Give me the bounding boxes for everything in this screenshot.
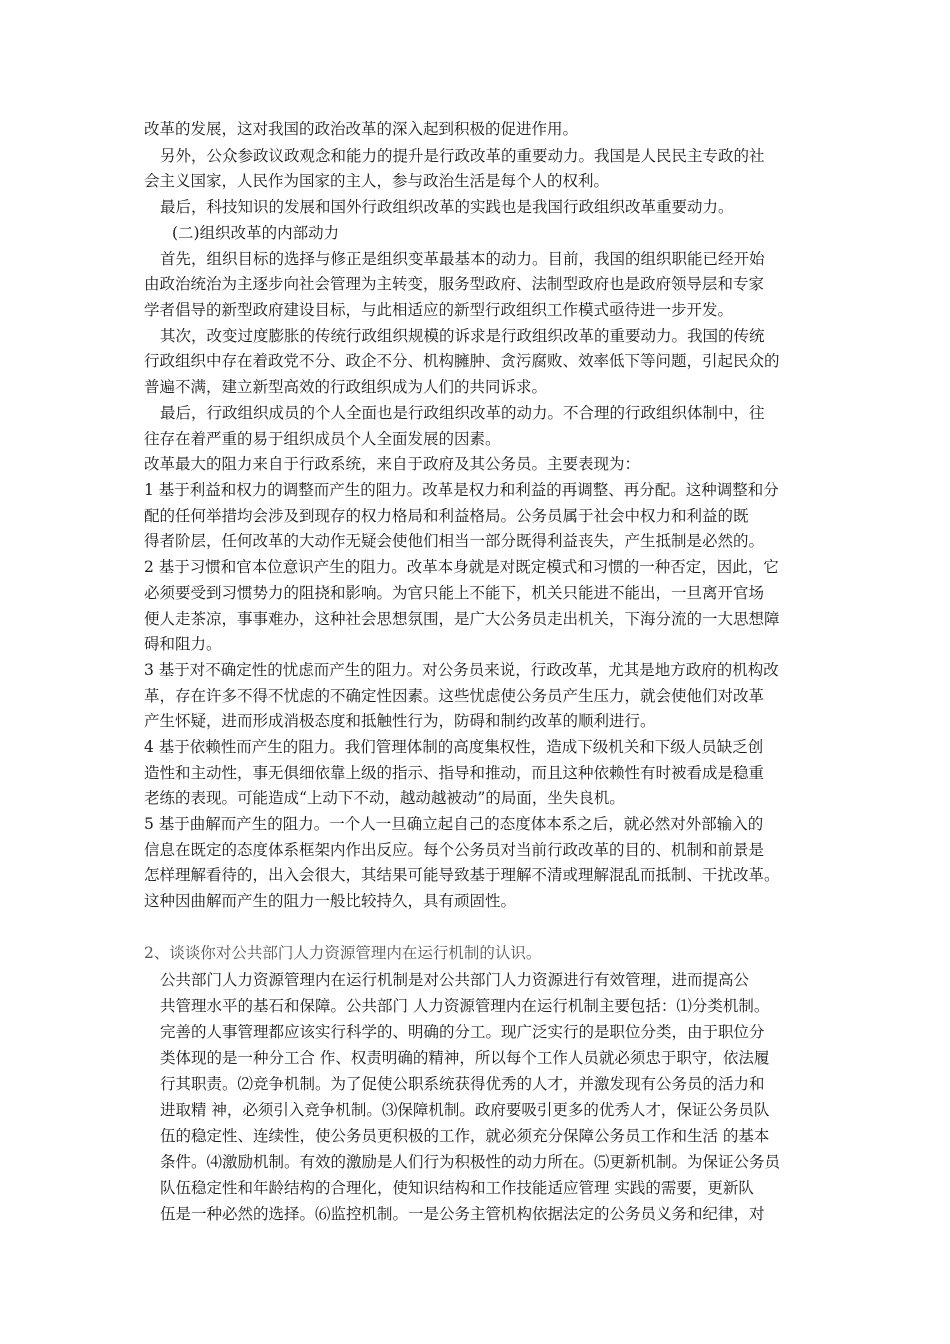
text-line: 伍的稳定性、连续性，使公务员更积极的工作，就必须充分保障公务员工作和生活 的基本 [160, 1127, 770, 1145]
text-line: 会主义国家，人民作为国家的主人，参与政治生活是每个人的权利。 [144, 172, 610, 190]
text-line: 革，存在许多不得不忧虑的不确定性因素。这些忧虑使公务员产生压力，就会使他们对改革 [144, 687, 765, 705]
text-line: 最后，行政组织成员的个人全面也是行政组织改革的动力。不合理的行政组织体制中，往 [160, 404, 765, 422]
text-line: 信息在既定的态度体系框架内作出反应。每个公务员对当前行政改革的目的、机制和前景是 [144, 841, 765, 859]
text-line: 老练的表现。可能造成“上动下不动，越动越被动”的局面，坐失良机。 [144, 789, 625, 807]
text-line: 这种因曲解而产生的阻力一般比较持久，具有顽固性。 [144, 892, 517, 910]
text-line: 行其职责。⑵竞争机制。为了促使公职系统获得优秀的人才，并激发现有公务员的活力和 [160, 1075, 765, 1093]
text-line: 首先，组织目标的选择与修正是组织变革最基本的动力。目前，我国的组织职能已经开始 [160, 250, 765, 268]
question-heading: 2、谈谈你对公共部门人力资源管理内在运行机制的认识。 [144, 944, 542, 962]
text-line: 行政组织中存在着政党不分、政企不分、机构臃肿、贪污腐败、效率低下等问题，引起民众的 [144, 352, 780, 370]
text-line: 碍和阻力。 [144, 635, 222, 653]
text-line: 改革最大的阻力来自于行政系统，来自于政府及其公务员。主要表现为： [144, 455, 641, 473]
text-line: 造性和主动性，事无俱细依靠上级的指示、指导和推动，而且这种依赖性有时被看成是稳重 [144, 764, 765, 782]
text-line: 5 基于曲解而产生的阻力。一个人一旦确立起自己的态度体本系之后，就必然对外部输入的 [144, 815, 764, 833]
text-line: 另外，公众参政议政观念和能力的提升是行政改革的重要动力。我国是人民民主专政的社 [160, 147, 765, 165]
text-line: 3 基于对不确定性的忧虑而产生的阻力。对公务员来说，行政改革，尤其是地方政府的机构改 [144, 661, 779, 679]
text-line: 便人走茶凉，事事难办，这种社会思想氛围，是广大公务员走出机关，下海分流的一大思想障 [144, 610, 780, 628]
text-line: 最后，科技知识的发展和国外行政组织改革的实践也是我国行政组织改革重要动力。 [160, 198, 734, 216]
text-line: 改革的发展，这对我国的政治改革的深入起到积极的促进作用。 [144, 120, 579, 138]
text-line: 得者阶层，任何改革的大动作无疑会使他们相当一部分既得利益丧失，产生抵制是必然的。 [144, 532, 765, 550]
text-line: 其次，改变过度膨胀的传统行政组织规模的诉求是行政组织改革的重要动力。我国的传统 [160, 327, 765, 345]
text-line: 由政治统治为主逐步向社会管理为主转变，服务型政府、法制型政府也是政府领导层和专家 [144, 275, 765, 293]
text-line: 1 基于利益和权力的调整而产生的阻力。改革是权力和利益的再调整、再分配。这种调整和分 [144, 481, 779, 499]
text-line: 学者倡导的新型政府建设目标，与此相适应的新型行政组织工作模式亟待进一步开发。 [144, 301, 734, 319]
text-line: 伍是一种必然的选择。⑹监控机制。一是公务主管机构依据法定的公务员义务和纪律，对 [160, 1205, 765, 1223]
text-line: 产生怀疑，进而形成消极态度和抵触性行为，防碍和制约改革的顺利进行。 [144, 712, 656, 730]
text-line: 配的任何举措均会涉及到现存的权力格局和利益格局。公务员属于社会中权力和利益的既 [144, 507, 749, 525]
text-line: 公共部门人力资源管理内在运行机制是对公共部门人力资源进行有效管理，进而提高公 [160, 971, 750, 989]
text-line: 必须要受到习惯势力的阻挠和影响。为官只能上不能下，机关只能进不能出，一旦离开官场 [144, 584, 765, 602]
text-line: 普遍不满，建立新型高效的行政组织成为人们的共同诉求。 [144, 378, 548, 396]
text-line: 往存在着严重的易于组织成员个人全面发展的因素。 [144, 430, 501, 448]
text-line: 怎样理解看待的，出入会很大，其结果可能导致基于理解不清或理解混乱而抵制、干扰改革。 [144, 866, 780, 884]
text-line: 完善的人事管理都应该实行科学的、明确的分工。现广泛实行的是职位分类，由于职位分 [160, 1023, 765, 1041]
text-line: 共管理水平的基石和保障。公共部门 人力资源管理内在运行机制主要包括：⑴分类机制。 [160, 997, 770, 1015]
text-line: 2 基于习惯和官本位意识产生的阻力。改革本身就是对既定模式和习惯的一种否定，因此，它 [144, 558, 779, 576]
text-line: 条件。⑷激励机制。有效的激励是人们行为积极性的动力所在。⑸更新机制。为保证公务员 [160, 1153, 781, 1171]
text-line: 队伍稳定性和年龄结构的合理化，使知识结构和工作技能适应管理 实践的需要，更新队 [160, 1179, 754, 1197]
text-line: 类体现的是一种分工合 作、权责明确的精神，所以每个工作人员就必须忠于职守，依法履 [160, 1049, 770, 1067]
text-line: 进取精 神，必须引入竞争机制。⑶保障机制。政府要吸引更多的优秀人才，保证公务员队 [160, 1101, 770, 1119]
section-heading: (二)组织改革的内部动力 [172, 224, 340, 242]
text-line: 4 基于依赖性而产生的阻力。我们管理体制的高度集权性，造成下级机关和下级人员缺乏创 [144, 738, 764, 756]
